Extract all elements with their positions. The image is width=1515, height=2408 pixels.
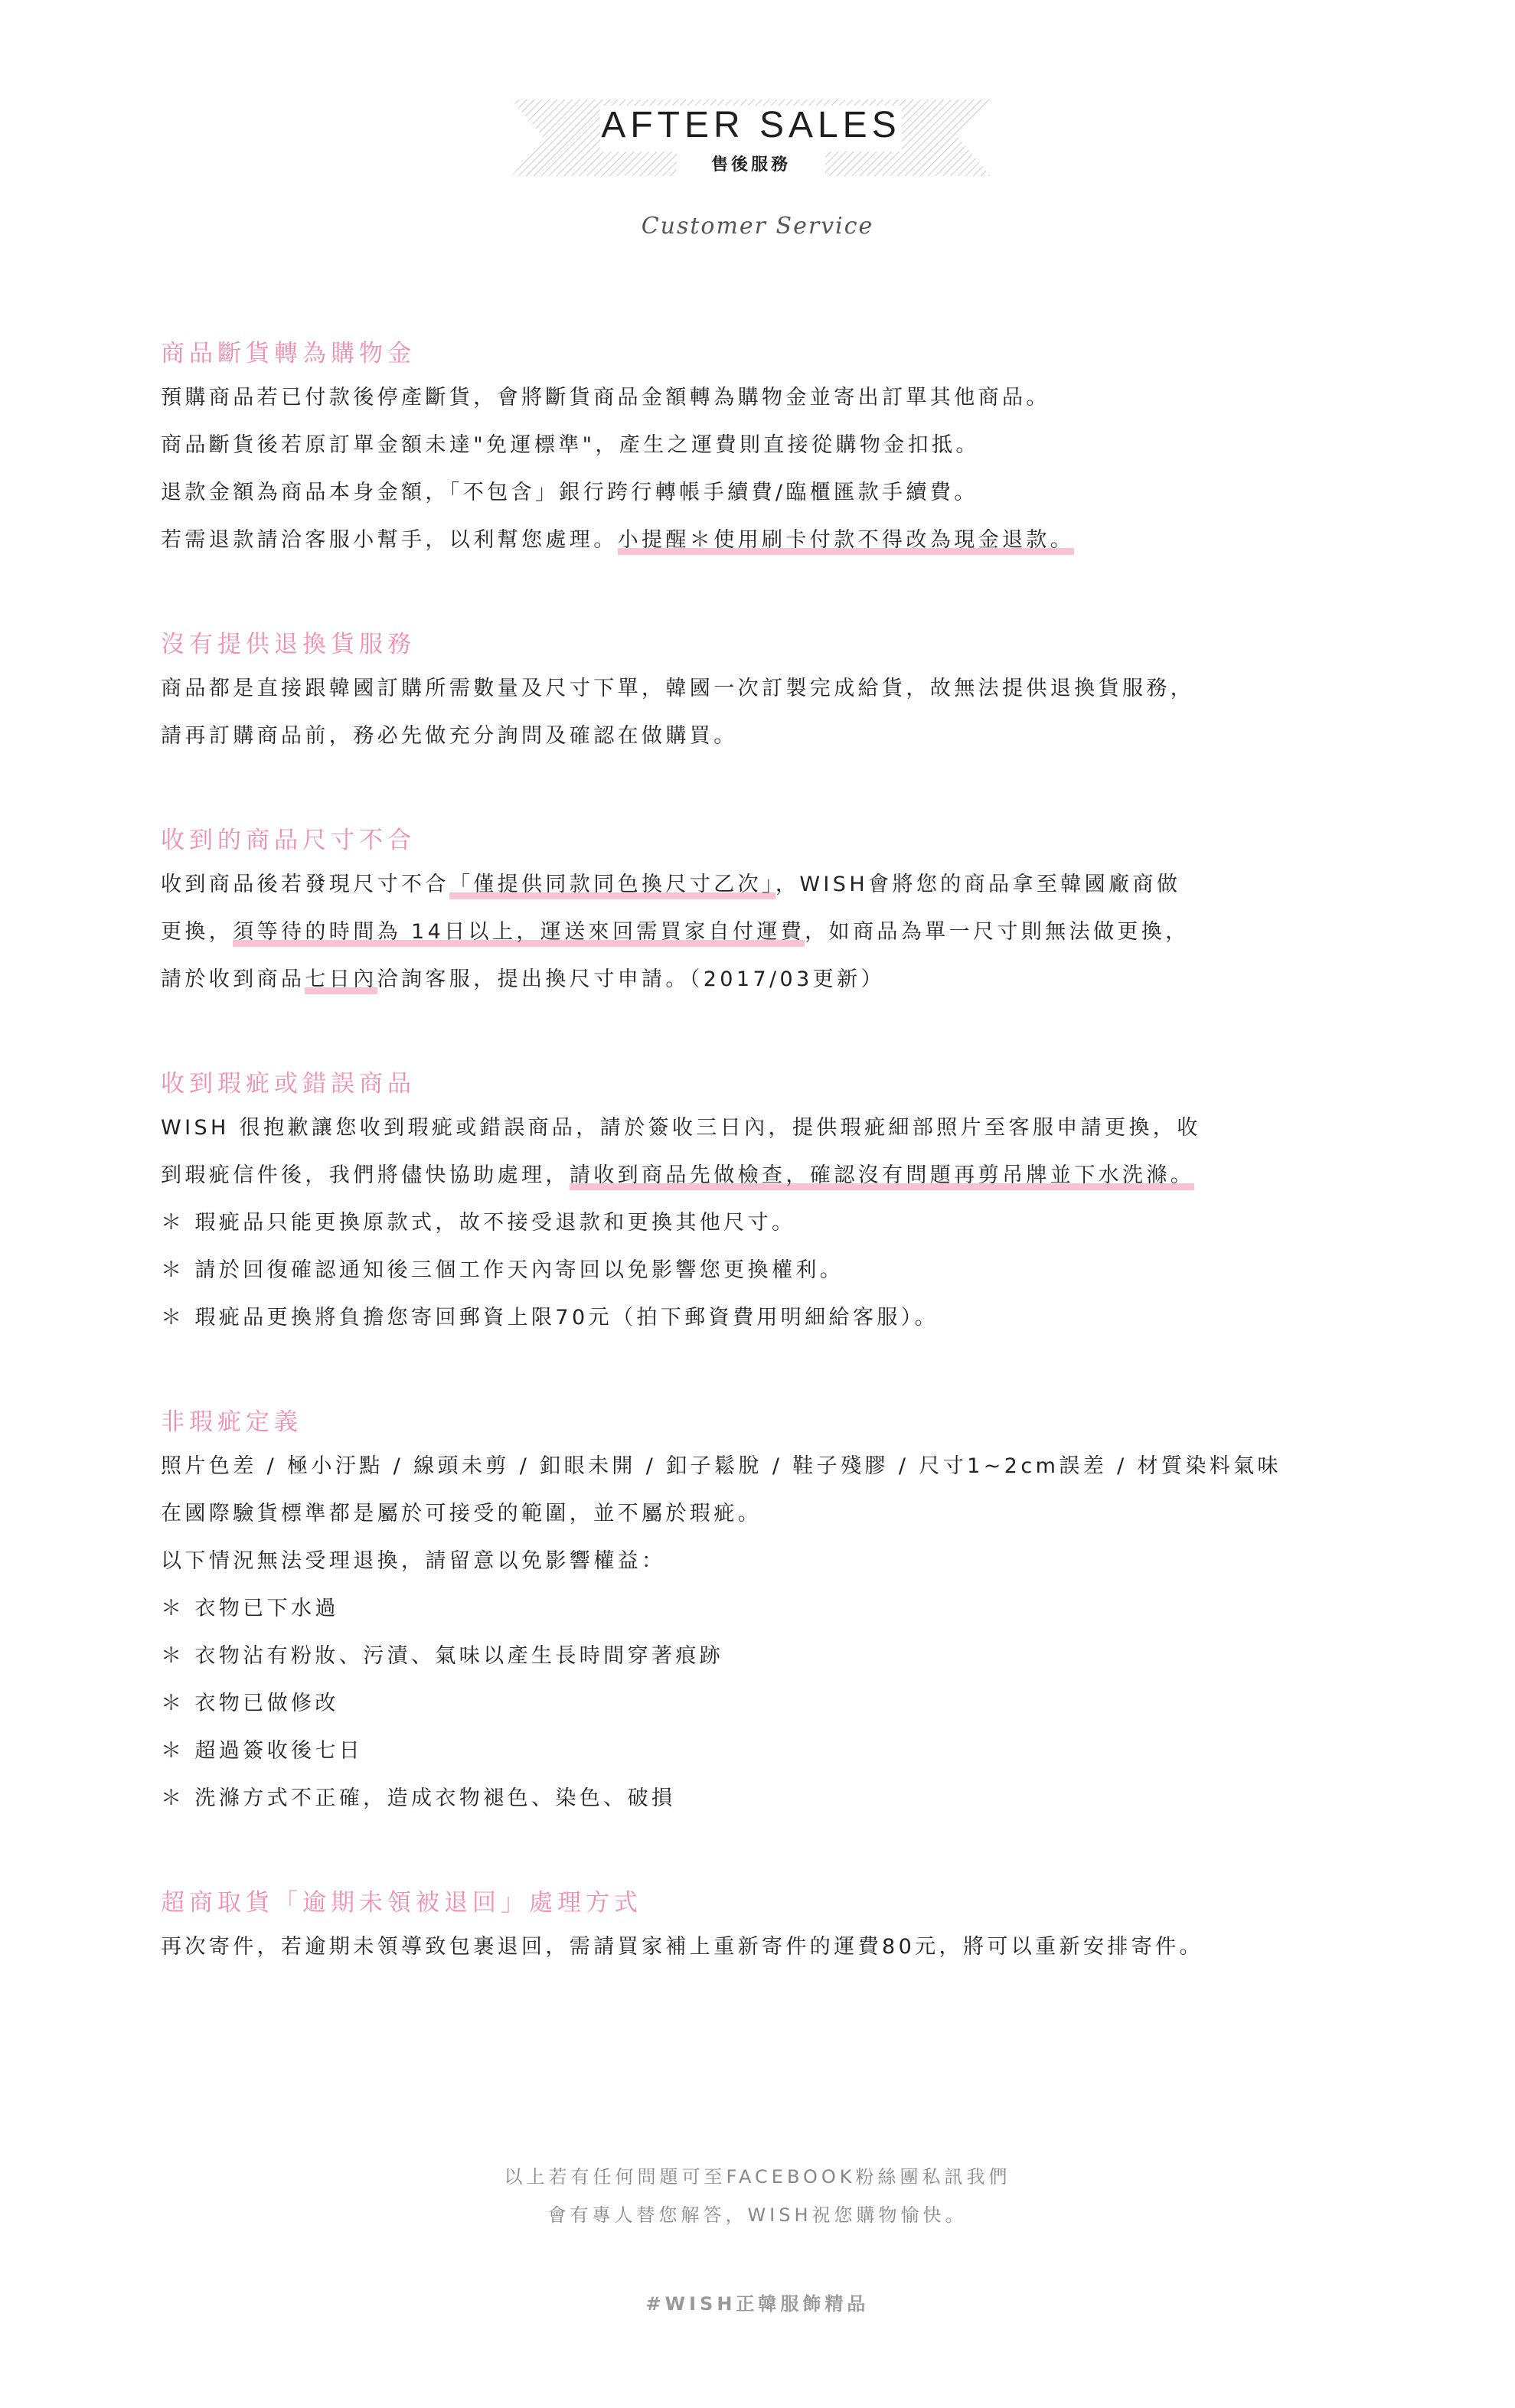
section-text-line [161,1932,1355,1979]
highlighted-text: 請收到商品先做檢查，確認沒有問題再剪吊牌並下水洗滌。 [570,1163,1194,1190]
section-title: 收到瑕疵或錯誤商品 [161,1070,416,1098]
highlighted-text: 小提醒＊使用刷卡付款不得改為現金退款。 [618,528,1075,555]
section-text-line [161,964,1355,1012]
policy-section [161,822,1355,1012]
highlighted-text: 須等待的時間為 14日以上，運送來回需買家自付運費 [233,920,805,947]
text-segment: 到瑕疵信件後，我們將儘快協助處理， [161,1163,570,1187]
page-subtitle: 售後服務 [710,155,791,175]
footer-contact-note: 以上若有任何問題可至FACEBOOK粉絲團私訊我們 [504,2166,1011,2188]
policy-section [161,626,1355,768]
policy-section [161,1404,1355,1831]
text-segment: 商品斷貨後若原訂單金額未達"免運標準"，產生之運費則直接從購物金扣抵。 [161,433,980,457]
section-title: 收到的商品尺寸不合 [161,827,416,854]
section-text-line [161,383,1355,430]
text-segment: 收到商品後若發現尺寸不合 [161,873,449,896]
text-segment: ＊ 超過簽收後七日 [161,1739,364,1763]
text-segment: 退款金額為商品本身金額，「不包含」銀行跨行轉帳手續費/臨櫃匯款手續費。 [161,481,978,504]
section-text-line [161,1255,1355,1303]
section-text-line [161,525,1355,573]
section-title: 商品斷貨轉為購物金 [161,340,416,367]
text-segment: 在國際驗貨標準都是屬於可接受的範圍，並不屬於瑕疵。 [161,1502,762,1525]
text-segment: 以下情況無法受理退換，請留意以免影響權益： [161,1549,666,1573]
section-text-line [161,1546,1355,1594]
section-text-line [161,1594,1355,1641]
text-segment: 洽詢客服，提出換尺寸申請。（2017/03更新） [377,967,885,991]
text-segment: ＊ 瑕疵品更換將負擔您寄回郵資上限70元（拍下郵資費用明細給客服）。 [161,1306,939,1330]
section-text-line [161,1303,1355,1350]
highlighted-text: 「僅提供同款同色換尺寸乙次」 [449,873,775,899]
text-segment: WISH 很抱歉讓您收到瑕疵或錯誤商品，請於簽收三日內，提供瑕疵細部照片至客服申請更換，收 [161,1116,1201,1140]
page-title: AFTER SALES [601,105,901,145]
footer-hashtag: #WISH正韓服飾精品 [645,2293,870,2315]
section-text-line [161,1451,1355,1499]
text-segment: ＊ 瑕疵品只能更換原款式，故不接受退款和更換其他尺寸。 [161,1211,796,1235]
policy-sections [161,335,1355,2033]
text-segment: 請再訂購商品前，務必先做充分詢問及確認在做購買。 [161,724,738,748]
section-text-line [161,1113,1355,1160]
policy-section [161,1884,1355,1979]
section-text-line [161,674,1355,721]
section-text-line [161,721,1355,768]
section-title: 超商取貨「逾期未領被退回」處理方式 [161,1889,642,1917]
section-title: 沒有提供退換貨服務 [161,631,416,658]
section-text-line [161,1208,1355,1255]
text-segment: 照片色差 / 極小汙點 / 線頭未剪 / 釦眼未開 / 釦子鬆脫 / 鞋子殘膠 / 尺寸1~2cm誤差 / 材質染料氣味 [161,1454,1282,1478]
text-segment: ＊ 衣物已做修改 [161,1692,339,1715]
section-text-line [161,870,1355,917]
text-segment: ，如商品為單一尺寸則無法做更換， [805,920,1190,944]
text-segment: 更換， [161,920,233,944]
text-segment: 再次寄件，若逾期未領導致包裹退回，需請買家補上重新寄件的運費80元，將可以重新安排寄件。 [161,1935,1203,1959]
text-segment: ＊ 衣物已下水過 [161,1597,339,1620]
section-text-line [161,1641,1355,1689]
customer-service-script: Customer Service [641,213,874,240]
policy-section [161,335,1355,573]
section-text-line [161,478,1355,525]
text-segment: 商品都是直接跟韓國訂購所需數量及尺寸下單，韓國一次訂製完成給貨，故無法提供退換貨服務， [161,677,1195,700]
text-segment: ，WISH會將您的商品拿至韓國廠商做 [775,873,1181,896]
after-sales-banner [511,92,991,184]
section-text-line [161,1783,1355,1831]
section-text-line [161,1499,1355,1546]
section-text-line [161,1160,1355,1208]
highlighted-text: 七日內 [305,967,377,994]
text-segment: 預購商品若已付款後停產斷貨，會將斷貨商品金額轉為購物金並寄出訂單其他商品。 [161,386,1050,409]
policy-section [161,1065,1355,1350]
section-title: 非瑕疵定義 [161,1408,302,1436]
text-segment: 若需退款請洽客服小幫手，以利幫您處理。 [161,528,618,552]
section-text-line [161,1689,1355,1736]
text-segment: ＊ 洗滌方式不正確，造成衣物褪色、染色、破損 [161,1786,676,1810]
text-segment: ＊ 衣物沾有粉妝、污漬、氣味以產生長時間穿著痕跡 [161,1644,724,1668]
text-segment: ＊ 請於回復確認通知後三個工作天內寄回以免影響您更換權利。 [161,1258,844,1282]
section-text-line [161,1736,1355,1783]
section-text-line [161,430,1355,478]
text-segment: 請於收到商品 [161,967,305,991]
footer-thanks-note: 會有專人替您解答，WISH祝您購物愉快。 [547,2204,968,2226]
section-text-line [161,917,1355,964]
